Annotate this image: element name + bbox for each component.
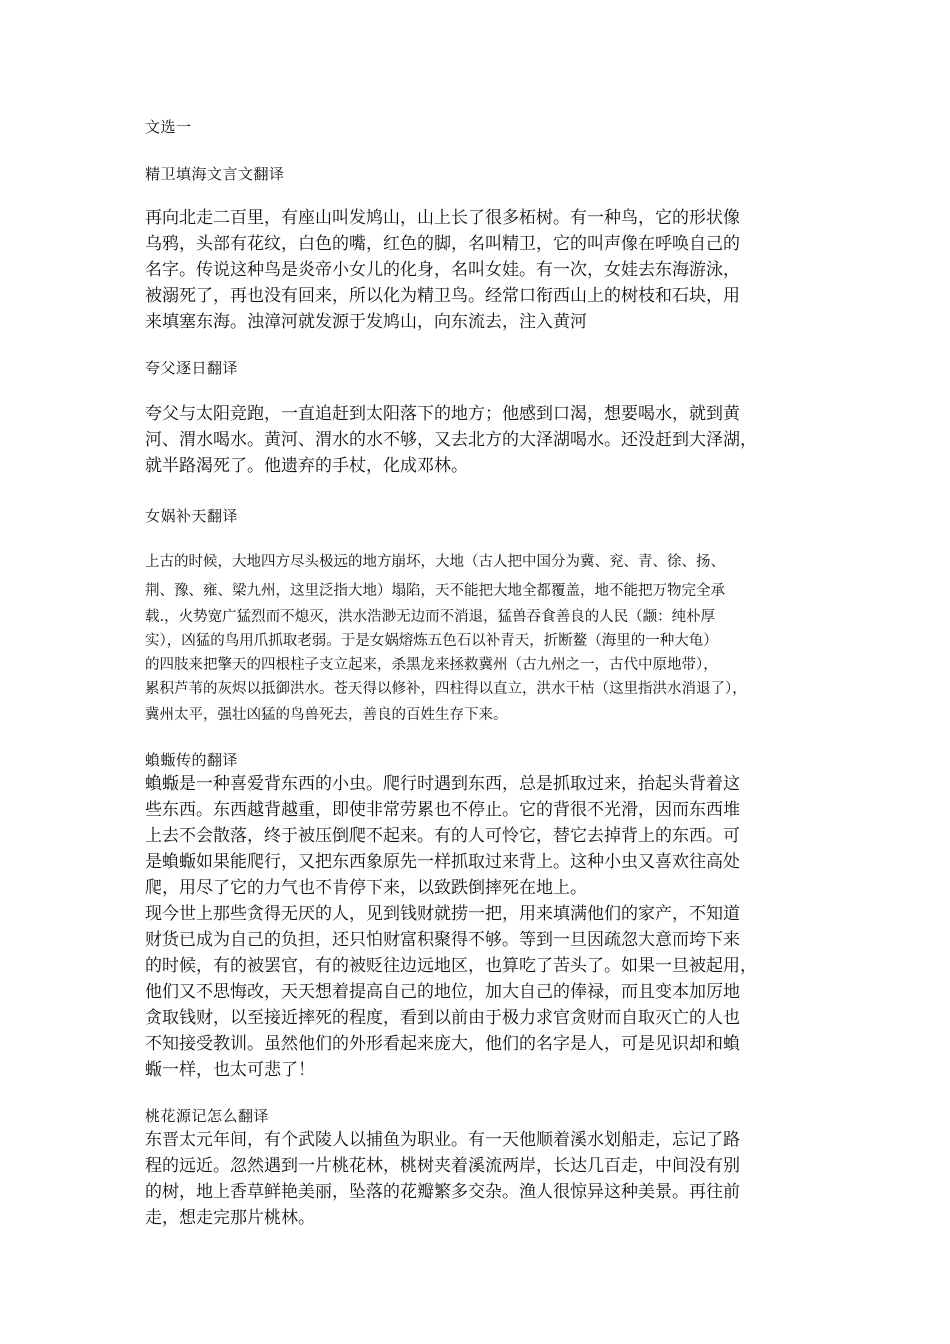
section-title-nuwa: 女娲补天翻译 <box>145 507 239 525</box>
paragraph-line: 就半路渴死了。他遗弃的手杖，化成邓林。 <box>145 456 468 476</box>
paragraph-line: 乌鸦，头部有花纹，白色的嘴，红色的脚，名叫精卫，它的叫声像在呼唤自己的 <box>145 234 740 254</box>
section-title-taohuayuan: 桃花源记怎么翻译 <box>145 1107 270 1125</box>
paragraph-line: 的时候，有的被罢官，有的被贬往边远地区，也算吃了苦头了。如果一旦被起用， <box>145 956 757 976</box>
paragraph-line: 上古的时候，大地四方尽头极远的地方崩坏，大地（古人把中国分为冀、兖、青、徐、扬、 <box>145 554 725 570</box>
paragraph-line: 载.，火势宽广猛烈而不熄灭，洪水浩渺无边而不消退，猛兽吞食善良的人民（颛：纯朴厚 <box>145 609 716 625</box>
paragraph-line: 河、渭水喝水。黄河、渭水的水不够，又去北方的大泽湖喝水。还没赶到大泽湖， <box>145 430 757 450</box>
paragraph-line: 累积芦苇的灰烬以抵御洪水。苍天得以修补，四柱得以直立，洪水干枯（这里指洪水消退了）， <box>145 681 747 697</box>
paragraph-line: 贪取钱财，以至接近摔死的程度，看到以前由于极力求官贪财而自取灭亡的人也 <box>145 1008 740 1028</box>
paragraph-line: 他们又不思悔改，天天想着提高自己的地位，加大自己的俸禄，而且变本加厉地 <box>145 982 740 1002</box>
paragraph-line: 些东西。东西越背越重，即使非常劳累也不停止。它的背很不光滑，因而东西堆 <box>145 800 740 820</box>
paragraph-line: 不知接受教训。虽然他们的外形看起来庞大，他们的名字是人，可是见识却和蝜 <box>145 1034 740 1054</box>
paragraph-line: 走，想走完那片桃林。 <box>145 1208 315 1228</box>
paragraph-line: 蝜蝂是一种喜爱背东西的小虫。爬行时遇到东西，总是抓取过来，抬起头背着这 <box>145 774 740 794</box>
section-label: 文选一 <box>145 118 192 136</box>
paragraph-line: 夸父与太阳竞跑，一直追赶到太阳落下的地方；他感到口渴，想要喝水，就到黄 <box>145 404 740 424</box>
section-title-fuban: 蝜蝂传的翻译 <box>145 751 239 769</box>
paragraph-line: 来填塞东海。浊漳河就发源于发鸠山，向东流去，注入黄河 <box>145 312 587 332</box>
paragraph-line: 再向北走二百里，有座山叫发鸠山，山上长了很多柘树。有一种鸟，它的形状像 <box>145 208 740 228</box>
paragraph-line: 上去不会散落，终于被压倒爬不起来。有的人可怜它，替它去掉背上的东西。可 <box>145 826 740 846</box>
paragraph-line: 程的远近。忽然遇到一片桃花林，桃树夹着溪流两岸，长达几百走，中间没有别 <box>145 1156 740 1176</box>
section-title-jingwei: 精卫填海文言文翻译 <box>145 165 285 183</box>
paragraph-line: 爬，用尽了它的力气也不肯停下来，以致跌倒摔死在地上。 <box>145 878 587 898</box>
paragraph-line: 是蝜蝂如果能爬行，又把东西象原先一样抓取过来背上。这种小虫又喜欢往高处 <box>145 852 740 872</box>
paragraph-line: 财货已成为自己的负担，还只怕财富积聚得不够。等到一旦因疏忽大意而垮下来 <box>145 930 740 950</box>
paragraph-line: 名字。传说这种鸟是炎帝小女儿的化身，名叫女娃。有一次，女娃去东海游泳， <box>145 260 740 280</box>
paragraph-line: 东晋太元年间，有个武陵人以捕鱼为职业。有一天他顺着溪水划船走，忘记了路 <box>145 1130 740 1150</box>
paragraph-line: 荆、豫、雍、梁九州，这里泛指大地）塌陷，天不能把大地全都覆盖，地不能把万物完全承 <box>145 583 725 599</box>
paragraph-line: 现今世上那些贪得无厌的人，见到钱财就捞一把，用来填满他们的家产，不知道 <box>145 904 740 924</box>
paragraph-line: 冀州太平，强壮凶猛的鸟兽死去，善良的百姓生存下来。 <box>145 707 508 723</box>
paragraph-line: 的四肢来把擎天的四根柱子支立起来，杀黑龙来拯救冀州（古九州之一，古代中原地带）， <box>145 657 718 673</box>
paragraph-line: 实），凶猛的鸟用爪抓取老弱。于是女娲熔炼五色石以补青天，折断鳌（海里的一种大龟） <box>145 633 718 649</box>
paragraph-line: 的树，地上香草鲜艳美丽，坠落的花瓣繁多交杂。渔人很惊异这种美景。再往前 <box>145 1182 740 1202</box>
paragraph-line: 被溺死了，再也没有回来，所以化为精卫鸟。经常口衔西山上的树枝和石块，用 <box>145 286 740 306</box>
section-title-kuafu: 夸父逐日翻译 <box>145 359 239 377</box>
paragraph-line: 蝂一样，也太可悲了！ <box>145 1060 315 1080</box>
